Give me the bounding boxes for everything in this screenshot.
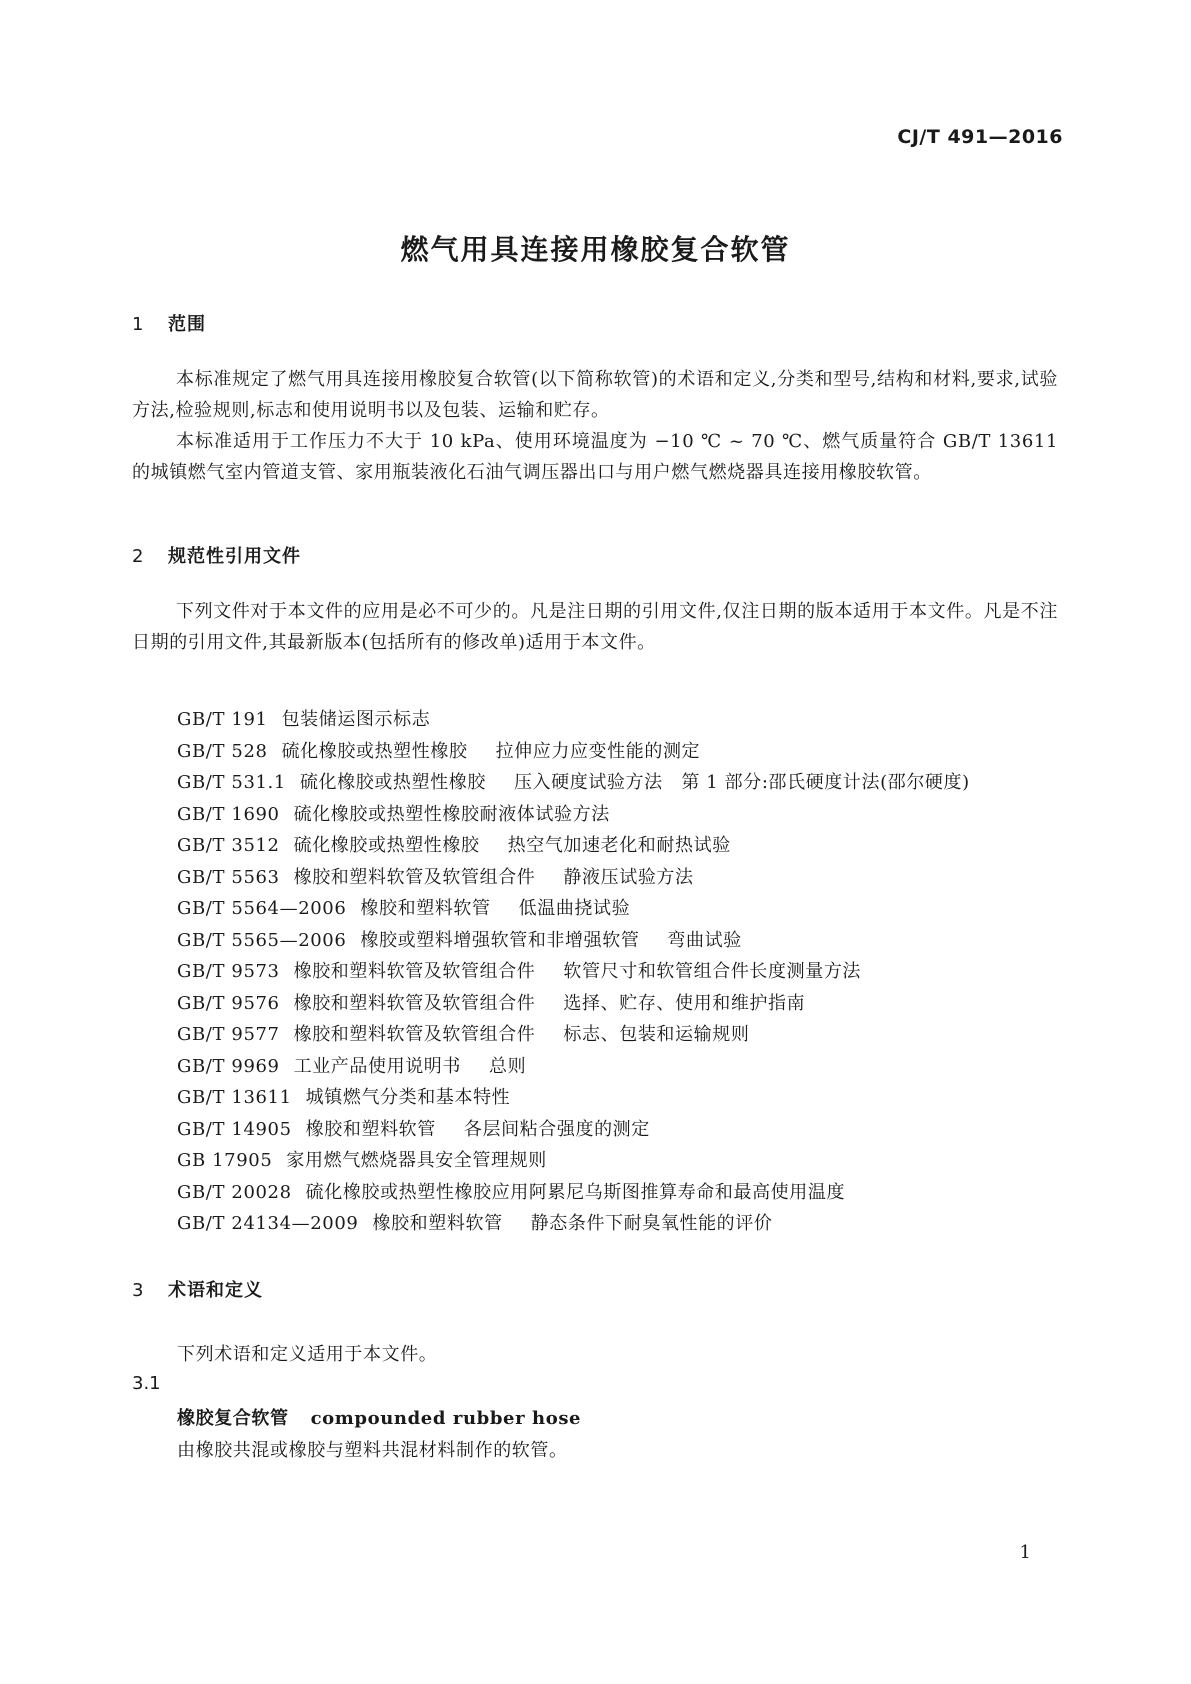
reference-title: 城镇燃气分类和基本特性 [305, 1087, 511, 1108]
reference-subtitle: 静液压试验方法 [563, 866, 694, 888]
section-1-number: 1 [132, 314, 145, 335]
section-3-intro: 下列术语和定义适用于本文件。 [177, 1344, 438, 1365]
reference-subtitle: 弯曲试验 [667, 929, 742, 951]
reference-title: 硫化橡胶或热塑性橡胶 [293, 835, 480, 856]
reference-subtitle: 低温曲挠试验 [518, 898, 631, 919]
section-2-heading [132, 542, 301, 568]
reference-code: GB/T 531.1 [177, 772, 286, 793]
reference-item [177, 1019, 970, 1051]
reference-code: GB/T 1690 [177, 803, 280, 825]
reference-code: GB/T 528 [177, 740, 268, 762]
reference-item [177, 704, 970, 736]
reference-title: 橡胶和塑料软管 [372, 1213, 503, 1234]
reference-title: 橡胶和塑料软管及软管组合件 [293, 1024, 536, 1045]
reference-item [177, 862, 970, 894]
term-name-en: compounded rubber hose [310, 1408, 582, 1429]
reference-code: GB 17905 [177, 1150, 273, 1171]
section-1-paragraph-1: 本标准规定了燃气用具连接用橡胶复合软管(以下简称软管)的术语和定义,分类和型号,结构和材料,要求,试验方法,检验规则,标志和使用说明书以及包装、运输和贮存。 [132, 369, 1058, 421]
reference-title: 工业产品使用说明书 [293, 1055, 462, 1077]
reference-subtitle: 总则 [489, 1055, 527, 1077]
reference-item [177, 988, 970, 1020]
reference-item [177, 1208, 970, 1240]
reference-item [177, 1177, 970, 1209]
section-2-title: 规范性引用文件 [168, 546, 301, 567]
reference-title: 硫化橡胶或热塑性橡胶耐液体试验方法 [293, 803, 610, 825]
reference-code: GB/T 13611 [177, 1087, 292, 1108]
reference-subtitle: 软管尺寸和软管组合件长度测量方法 [563, 961, 862, 982]
reference-title: 家用燃气燃烧器具安全管理规则 [286, 1150, 547, 1171]
reference-subtitle: 选择、贮存、使用和维护指南 [563, 992, 806, 1014]
reference-title: 橡胶和塑料软管及软管组合件 [293, 961, 536, 982]
reference-title: 包装储运图示标志 [281, 709, 431, 730]
reference-item [177, 1051, 970, 1083]
reference-subtitle: 压入硬度试验方法 第 1 部分:邵氏硬度计法(邵尔硬度) [513, 772, 970, 793]
reference-code: GB/T 3512 [177, 835, 280, 856]
reference-title: 橡胶和塑料软管 [305, 1118, 436, 1140]
reference-title: 硫化橡胶或热塑性橡胶 [299, 772, 486, 793]
reference-code: GB/T 5563 [177, 866, 280, 888]
section-3-title: 术语和定义 [168, 1280, 263, 1301]
reference-item [177, 830, 970, 862]
reference-item [177, 799, 970, 831]
page-number: 1 [1019, 1542, 1031, 1563]
reference-code: GB/T 5564—2006 [177, 898, 347, 919]
reference-item [177, 736, 970, 768]
reference-subtitle: 各层间粘合强度的测定 [463, 1118, 650, 1140]
term-name [177, 1404, 581, 1430]
section-2-number: 2 [132, 546, 145, 567]
document-title: 燃气用具连接用橡胶复合软管 [400, 233, 791, 266]
normative-references-list [177, 704, 970, 1240]
reference-code: GB/T 5565—2006 [177, 929, 347, 951]
standard-code: CJ/T 491—2016 [897, 126, 1063, 148]
reference-title: 橡胶或塑料增强软管和非增强软管 [360, 929, 640, 951]
reference-item [177, 1145, 970, 1177]
reference-code: GB/T 191 [177, 709, 268, 730]
reference-title: 硫化橡胶或热塑性橡胶应用阿累尼乌斯图推算寿命和最高使用温度 [305, 1181, 846, 1203]
reference-subtitle: 热空气加速老化和耐热试验 [507, 835, 731, 856]
term-definition: 由橡胶共混或橡胶与塑料共混材料制作的软管。 [177, 1440, 568, 1461]
section-2-intro: 下列文件对于本文件的应用是必不可少的。凡是注日期的引用文件,仅注日期的版本适用于本文件。凡是不注日期的引用文件,其最新版本(包括所有的修改单)适用于本文件。 [132, 601, 1058, 653]
reference-item [177, 1114, 970, 1146]
reference-code: GB/T 20028 [177, 1181, 292, 1203]
reference-item [177, 893, 970, 925]
reference-code: GB/T 9577 [177, 1024, 280, 1045]
section-1-heading [132, 310, 206, 336]
reference-code: GB/T 9969 [177, 1055, 280, 1077]
reference-title: 硫化橡胶或热塑性橡胶 [281, 740, 468, 762]
reference-title: 橡胶和塑料软管 [360, 898, 491, 919]
section-3-heading [132, 1276, 263, 1302]
reference-subtitle: 标志、包装和运输规则 [563, 1024, 750, 1045]
reference-item [177, 1082, 970, 1114]
reference-item [177, 767, 970, 799]
section-1-title: 范围 [168, 314, 206, 335]
term-name-zh: 橡胶复合软管 [177, 1408, 289, 1429]
reference-item [177, 956, 970, 988]
reference-code: GB/T 9573 [177, 961, 280, 982]
reference-code: GB/T 24134—2009 [177, 1213, 359, 1234]
section-3-number: 3 [132, 1280, 145, 1301]
reference-subtitle: 静态条件下耐臭氧性能的评价 [530, 1213, 773, 1234]
term-number: 3.1 [132, 1373, 161, 1394]
reference-item [177, 925, 970, 957]
reference-subtitle: 拉伸应力应变性能的测定 [495, 740, 701, 762]
reference-code: GB/T 14905 [177, 1118, 292, 1140]
section-1-paragraph-2: 本标准适用于工作压力不大于 10 kPa、使用环境温度为 −10 ℃ ~ 70 ℃、燃气质量符合 GB/T 13611的城镇燃气室内管道支管、家用瓶装液化石油气调压器出口与用户燃气燃烧器具连接用橡胶软管。 [132, 431, 1058, 483]
reference-title: 橡胶和塑料软管及软管组合件 [293, 992, 536, 1014]
reference-code: GB/T 9576 [177, 992, 280, 1014]
reference-title: 橡胶和塑料软管及软管组合件 [293, 866, 536, 888]
